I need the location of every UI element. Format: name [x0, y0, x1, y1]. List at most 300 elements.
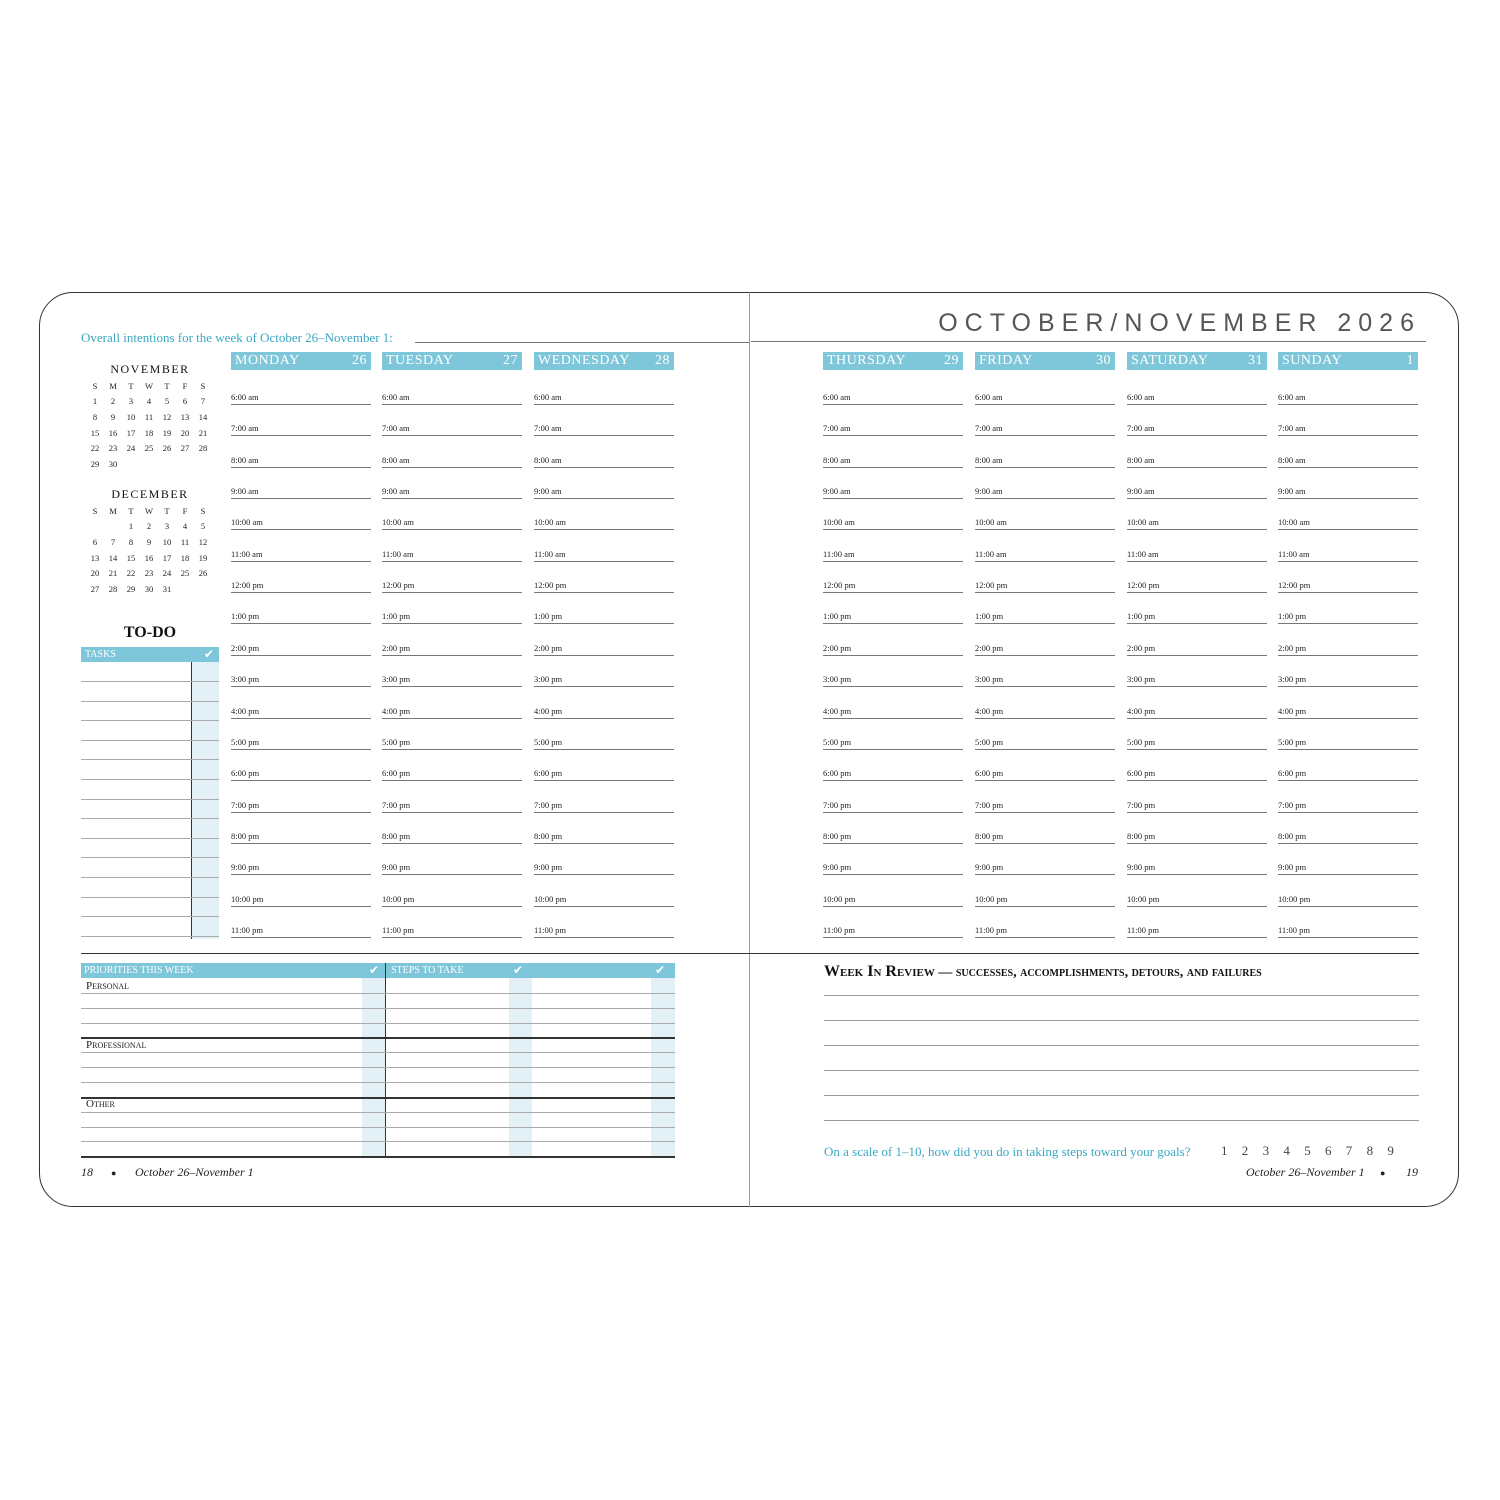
calendar-day: 30: [108, 458, 118, 469]
time-slot[interactable]: [382, 893, 522, 907]
time-slot[interactable]: [534, 705, 674, 719]
time-slot[interactable]: [382, 548, 522, 562]
time-slot[interactable]: [534, 799, 674, 813]
time-slot[interactable]: [231, 425, 371, 436]
time-slot[interactable]: [823, 830, 963, 844]
priority-line[interactable]: [81, 1008, 675, 1009]
time-slot[interactable]: [382, 676, 522, 687]
time-label: 10:00 pm: [534, 893, 567, 904]
time-label: 9:00 pm: [1278, 862, 1307, 873]
time-slot[interactable]: [1127, 425, 1267, 436]
calendar-day: 26: [198, 568, 208, 579]
day-header: [975, 352, 1115, 370]
time-label: 8:00 pm: [1127, 830, 1156, 841]
week-row: [86, 519, 212, 535]
time-label: 10:00 am: [1127, 517, 1159, 528]
time-label: 9:00 am: [975, 486, 1003, 497]
time-slot[interactable]: [382, 425, 522, 436]
mini-calendar-november: [86, 360, 214, 472]
week-row: [86, 394, 212, 410]
time-slot[interactable]: [975, 642, 1115, 656]
time-label: 3:00 pm: [231, 674, 260, 685]
todo-line[interactable]: [81, 681, 219, 682]
time-slot[interactable]: [823, 548, 963, 562]
time-slot[interactable]: [534, 676, 674, 687]
time-slot[interactable]: [534, 394, 674, 405]
scale-option[interactable]: 1: [1221, 1143, 1228, 1158]
priority-line[interactable]: [81, 1067, 675, 1068]
week-row: [86, 534, 212, 550]
day-header: [823, 352, 963, 370]
day-column-tuesday: [382, 352, 522, 935]
time-slot[interactable]: [1278, 799, 1418, 813]
todo-line[interactable]: [81, 818, 219, 819]
day-date: 27: [503, 353, 518, 368]
time-label: 2:00 pm: [975, 642, 1004, 653]
time-label: 4:00 pm: [382, 705, 411, 716]
time-slot[interactable]: [1278, 893, 1418, 907]
time-slot[interactable]: [823, 893, 963, 907]
priority-line[interactable]: [81, 1023, 675, 1024]
time-slot[interactable]: [1127, 736, 1267, 750]
todo-list: [81, 647, 219, 939]
priority-line[interactable]: [81, 1052, 675, 1053]
time-slot[interactable]: [534, 642, 674, 656]
time-slot[interactable]: [534, 736, 674, 750]
time-slot[interactable]: [382, 582, 522, 593]
time-slot[interactable]: [975, 613, 1115, 624]
scale-option[interactable]: 5: [1304, 1143, 1311, 1158]
priority-line[interactable]: [81, 1127, 675, 1128]
day-date: 31: [1248, 353, 1263, 368]
time-label: 7:00 pm: [231, 799, 260, 810]
time-slot[interactable]: [975, 864, 1115, 875]
time-slot[interactable]: [823, 799, 963, 813]
time-slot[interactable]: [231, 642, 371, 656]
time-slot[interactable]: [1278, 488, 1418, 499]
time-slot[interactable]: [534, 582, 674, 593]
time-label: 10:00 am: [823, 517, 855, 528]
week-intentions-label: Overall intentions for the week of October 26–November 1:: [81, 330, 393, 345]
weekday-label: T: [128, 505, 134, 516]
time-slot[interactable]: [231, 519, 371, 530]
time-slot[interactable]: [823, 736, 963, 750]
time-slot[interactable]: [534, 519, 674, 530]
time-label: 4:00 pm: [975, 705, 1004, 716]
time-label: 7:00 am: [534, 423, 562, 434]
time-slot[interactable]: [534, 613, 674, 624]
week-row: [86, 550, 212, 566]
calendar-day: 13: [180, 411, 190, 422]
footer-bullet: ●: [1380, 1168, 1386, 1178]
footer-left-date-range: October 26–November 1: [135, 1165, 254, 1179]
review-write-line[interactable]: [824, 995, 1419, 996]
time-label: 9:00 am: [823, 486, 851, 497]
time-label: 7:00 am: [231, 423, 259, 434]
mini-calendar-month: DECEMBER: [111, 487, 189, 501]
review-write-line[interactable]: [824, 1120, 1419, 1121]
calendar-day: [194, 456, 212, 472]
calendar-day: 26: [162, 443, 172, 454]
scale-option[interactable]: 4: [1283, 1143, 1290, 1158]
time-slot[interactable]: [382, 642, 522, 656]
time-label: 7:00 am: [823, 423, 851, 434]
weekday-label: S: [200, 380, 206, 391]
time-label: 8:00 am: [534, 454, 562, 465]
time-slot[interactable]: [534, 893, 674, 907]
priority-section-personal: Personal: [86, 980, 130, 992]
time-label: 5:00 pm: [534, 736, 563, 747]
day-header: [231, 352, 371, 370]
time-slot[interactable]: [1278, 770, 1418, 781]
time-slot[interactable]: [231, 613, 371, 624]
day-name: MONDAY: [235, 353, 300, 368]
time-label: 9:00 pm: [823, 862, 852, 873]
time-slot[interactable]: [1127, 799, 1267, 813]
todo-line[interactable]: [81, 799, 219, 800]
time-slot[interactable]: [975, 488, 1115, 499]
calendar-day: 11: [144, 411, 154, 422]
time-slot[interactable]: [534, 454, 674, 468]
time-label: 6:00 am: [1127, 392, 1155, 402]
time-slot[interactable]: [1278, 830, 1418, 844]
time-slot[interactable]: [534, 548, 674, 562]
time-slot[interactable]: [1127, 770, 1267, 781]
todo-line[interactable]: [81, 701, 219, 702]
priorities-header: [81, 963, 675, 978]
time-slot[interactable]: [975, 519, 1115, 530]
time-slot[interactable]: [382, 736, 522, 750]
todo-line[interactable]: [81, 779, 219, 780]
time-slot[interactable]: [1127, 519, 1267, 530]
time-slot[interactable]: [231, 705, 371, 719]
time-slot[interactable]: [1127, 454, 1267, 468]
time-slot[interactable]: [1278, 425, 1418, 436]
time-label: 5:00 pm: [823, 736, 852, 747]
todo-line[interactable]: [81, 877, 219, 878]
scale-option[interactable]: 9: [1387, 1143, 1394, 1158]
time-slot[interactable]: [1127, 582, 1267, 593]
time-slot[interactable]: [382, 830, 522, 844]
calendar-day: 13: [90, 552, 100, 563]
calendar-day: 29: [126, 583, 136, 594]
time-label: 7:00 pm: [1127, 799, 1156, 810]
time-slot[interactable]: [382, 924, 522, 938]
time-slot[interactable]: [382, 519, 522, 530]
scale-option[interactable]: 3: [1262, 1143, 1270, 1158]
time-label: 11:00 am: [1127, 548, 1159, 559]
time-slot[interactable]: [231, 864, 371, 875]
time-slot[interactable]: [231, 454, 371, 468]
time-slot[interactable]: [1127, 488, 1267, 499]
page-title: OCTOBER/NOVEMBER 2026: [938, 309, 1421, 337]
time-slot[interactable]: [231, 770, 371, 781]
day-column-wednesday: [534, 352, 674, 935]
todo-line[interactable]: [81, 916, 219, 917]
day-column-friday: [975, 352, 1115, 935]
time-slot[interactable]: [1127, 676, 1267, 687]
time-slot[interactable]: [231, 582, 371, 593]
time-slot[interactable]: [975, 582, 1115, 593]
time-slot[interactable]: [231, 548, 371, 562]
todo-title: TO-DO: [123, 624, 177, 641]
calendar-day: 3: [164, 521, 170, 532]
time-slot[interactable]: [823, 582, 963, 593]
priority-line[interactable]: [81, 1037, 675, 1039]
time-slot[interactable]: [231, 830, 371, 844]
time-slot[interactable]: [823, 770, 963, 781]
priority-line[interactable]: [81, 1097, 675, 1099]
time-label: 6:00 pm: [1127, 768, 1156, 779]
calendar-day: [194, 581, 212, 597]
todo-line[interactable]: [81, 936, 219, 937]
scale-option[interactable]: 7: [1345, 1143, 1353, 1158]
calendar-day: 1: [92, 396, 98, 407]
time-label: 10:00 pm: [1278, 893, 1311, 904]
time-label: 8:00 pm: [975, 830, 1004, 841]
calendar-day: 31: [162, 583, 172, 594]
time-label: 6:00 am: [231, 392, 259, 402]
calendar-day: [86, 519, 104, 535]
time-slot[interactable]: [1278, 582, 1418, 593]
time-slot[interactable]: [1278, 613, 1418, 624]
time-slot[interactable]: [975, 548, 1115, 562]
calendar-day: [122, 456, 140, 472]
time-slot[interactable]: [975, 425, 1115, 436]
mini-calendar-grid: [86, 503, 212, 597]
priority-line[interactable]: [81, 993, 675, 994]
calendar-day: 29: [90, 458, 100, 469]
day-date: 28: [655, 353, 670, 368]
calendar-day: 1: [128, 521, 134, 532]
time-slot[interactable]: [382, 799, 522, 813]
time-slot[interactable]: [534, 770, 674, 781]
mini-calendar-grid: [86, 378, 212, 472]
time-label: 8:00 am: [975, 454, 1003, 465]
calendar-day: 6: [92, 536, 98, 547]
time-label: 9:00 am: [231, 486, 259, 497]
calendar-day: 25: [144, 443, 154, 454]
time-slot[interactable]: [231, 736, 371, 750]
time-slot[interactable]: [1278, 736, 1418, 750]
day-header: [1127, 352, 1267, 370]
time-slot[interactable]: [1127, 394, 1267, 405]
time-slot[interactable]: [823, 519, 963, 530]
weekday-label: T: [128, 380, 134, 391]
scale-option[interactable]: 2: [1241, 1143, 1249, 1158]
time-label: 10:00 am: [975, 517, 1007, 528]
page-spine: [749, 292, 750, 1207]
time-slot[interactable]: [823, 924, 963, 938]
time-slot[interactable]: [823, 425, 963, 436]
time-slot[interactable]: [975, 394, 1115, 405]
time-slot[interactable]: [975, 736, 1115, 750]
calendar-day: 27: [90, 583, 100, 594]
time-label: 7:00 pm: [534, 799, 563, 810]
todo-line[interactable]: [81, 740, 219, 741]
intentions-write-line[interactable]: [415, 342, 749, 343]
time-slot[interactable]: [1278, 924, 1418, 938]
day-column-monday: [231, 352, 371, 935]
calendar-day: 2: [146, 521, 152, 532]
time-label: 8:00 am: [1127, 454, 1155, 465]
week-row: [86, 425, 212, 441]
priority-line[interactable]: [81, 1156, 675, 1158]
time-label: 11:00 pm: [231, 924, 264, 935]
time-slot[interactable]: [1278, 676, 1418, 687]
time-label: 10:00 pm: [231, 893, 264, 904]
time-slot[interactable]: [823, 394, 963, 405]
time-label: 11:00 pm: [975, 924, 1008, 935]
time-slot[interactable]: [1127, 705, 1267, 719]
time-slot[interactable]: [231, 394, 371, 405]
priorities-label: PRIORITIES THIS WEEK: [84, 965, 194, 976]
calendar-day: 15: [90, 427, 100, 438]
time-slot[interactable]: [1278, 519, 1418, 530]
time-slot[interactable]: [534, 924, 674, 938]
time-slot[interactable]: [534, 488, 674, 499]
time-slot[interactable]: [231, 488, 371, 499]
todo-line[interactable]: [81, 897, 219, 898]
time-slot[interactable]: [823, 488, 963, 499]
time-label: 1:00 pm: [382, 611, 411, 622]
todo-line[interactable]: [81, 759, 219, 760]
time-label: 9:00 pm: [1127, 862, 1156, 873]
time-slot[interactable]: [1278, 705, 1418, 719]
calendar-day: 17: [162, 552, 172, 563]
priority-section-professional: Professional: [86, 1039, 147, 1051]
time-label: 1:00 pm: [534, 611, 563, 622]
scale-option[interactable]: 8: [1366, 1143, 1374, 1158]
time-slot[interactable]: [231, 799, 371, 813]
time-label: 6:00 am: [975, 392, 1003, 402]
time-slot[interactable]: [382, 488, 522, 499]
week-row: [86, 440, 212, 456]
time-label: 8:00 am: [1278, 454, 1306, 465]
time-slot[interactable]: [231, 924, 371, 938]
time-slot[interactable]: [975, 799, 1115, 813]
time-slot[interactable]: [975, 770, 1115, 781]
time-label: 11:00 am: [382, 548, 414, 559]
time-label: 12:00 pm: [534, 580, 567, 591]
calendar-day: 21: [108, 568, 118, 579]
time-label: 6:00 pm: [823, 768, 852, 779]
calendar-day: 23: [108, 443, 118, 454]
time-slot[interactable]: [382, 770, 522, 781]
day-date: 1: [1406, 353, 1414, 368]
time-slot[interactable]: [975, 830, 1115, 844]
time-slot[interactable]: [823, 613, 963, 624]
time-slot[interactable]: [823, 642, 963, 656]
time-slot[interactable]: [975, 705, 1115, 719]
time-slot[interactable]: [534, 830, 674, 844]
calendar-day: 5: [200, 521, 206, 532]
time-slot[interactable]: [975, 676, 1115, 687]
time-slot[interactable]: [1127, 864, 1267, 875]
calendar-day: 21: [198, 427, 208, 438]
time-slot[interactable]: [1127, 642, 1267, 656]
time-label: 1:00 pm: [1127, 611, 1156, 622]
weekday-label: T: [164, 380, 170, 391]
todo-line[interactable]: [81, 857, 219, 858]
time-slot[interactable]: [231, 676, 371, 687]
time-slot[interactable]: [1278, 548, 1418, 562]
day-header: [534, 352, 674, 370]
time-slot[interactable]: [823, 864, 963, 875]
priority-line[interactable]: [81, 1112, 675, 1113]
mini-calendar-december: [86, 485, 214, 597]
calendar-day: 22: [126, 568, 136, 579]
time-label: 10:00 pm: [975, 893, 1008, 904]
time-slot[interactable]: [1278, 864, 1418, 875]
time-slot[interactable]: [1127, 924, 1267, 938]
time-label: 6:00 am: [823, 392, 851, 402]
time-slot[interactable]: [382, 454, 522, 468]
review-write-line[interactable]: [824, 1095, 1419, 1096]
calendar-day: 10: [162, 536, 172, 547]
week-row: [86, 565, 212, 581]
time-label: 10:00 am: [382, 517, 414, 528]
review-write-line[interactable]: [824, 1020, 1419, 1021]
time-label: 6:00 am: [534, 392, 562, 402]
time-slot[interactable]: [1278, 394, 1418, 405]
time-slot[interactable]: [823, 454, 963, 468]
time-slot[interactable]: [1127, 548, 1267, 562]
priority-line[interactable]: [81, 1082, 675, 1083]
time-slot[interactable]: [1278, 642, 1418, 656]
day-date: 26: [352, 353, 367, 368]
time-label: 3:00 pm: [382, 674, 411, 685]
time-slot[interactable]: [534, 425, 674, 436]
time-slot[interactable]: [382, 705, 522, 719]
time-slot[interactable]: [1127, 613, 1267, 624]
time-label: 7:00 pm: [1278, 799, 1307, 810]
time-label: 5:00 pm: [382, 736, 411, 747]
time-label: 6:00 pm: [382, 768, 411, 779]
time-slot[interactable]: [823, 676, 963, 687]
scale-option[interactable]: 6: [1325, 1143, 1332, 1158]
time-label: 7:00 am: [975, 423, 1003, 434]
time-slot[interactable]: [975, 893, 1115, 907]
priority-line[interactable]: [81, 1141, 675, 1142]
time-slot[interactable]: [1127, 893, 1267, 907]
footer-left-page-number: 18: [81, 1165, 93, 1179]
time-slot[interactable]: [382, 613, 522, 624]
time-label: 1:00 pm: [823, 611, 852, 622]
time-slot[interactable]: [975, 454, 1115, 468]
review-write-line[interactable]: [824, 1070, 1419, 1071]
calendar-day: 22: [90, 443, 100, 454]
check-icon: ✔: [369, 963, 380, 977]
time-slot[interactable]: [823, 705, 963, 719]
day-name: FRIDAY: [979, 353, 1033, 368]
time-slot[interactable]: [231, 893, 371, 907]
review-title-main: Week In Review: [824, 963, 935, 980]
time-slot[interactable]: [975, 924, 1115, 938]
day-name: TUESDAY: [386, 353, 454, 368]
time-slot[interactable]: [382, 864, 522, 875]
time-slot[interactable]: [534, 864, 674, 875]
review-write-line[interactable]: [824, 1045, 1419, 1046]
todo-line[interactable]: [81, 720, 219, 721]
time-slot[interactable]: [1278, 454, 1418, 468]
time-slot[interactable]: [382, 394, 522, 405]
time-slot[interactable]: [1127, 830, 1267, 844]
calendar-day: 25: [180, 568, 190, 579]
week-in-review-title: [824, 963, 1262, 981]
time-label: 3:00 pm: [1278, 674, 1307, 685]
todo-line[interactable]: [81, 838, 219, 839]
